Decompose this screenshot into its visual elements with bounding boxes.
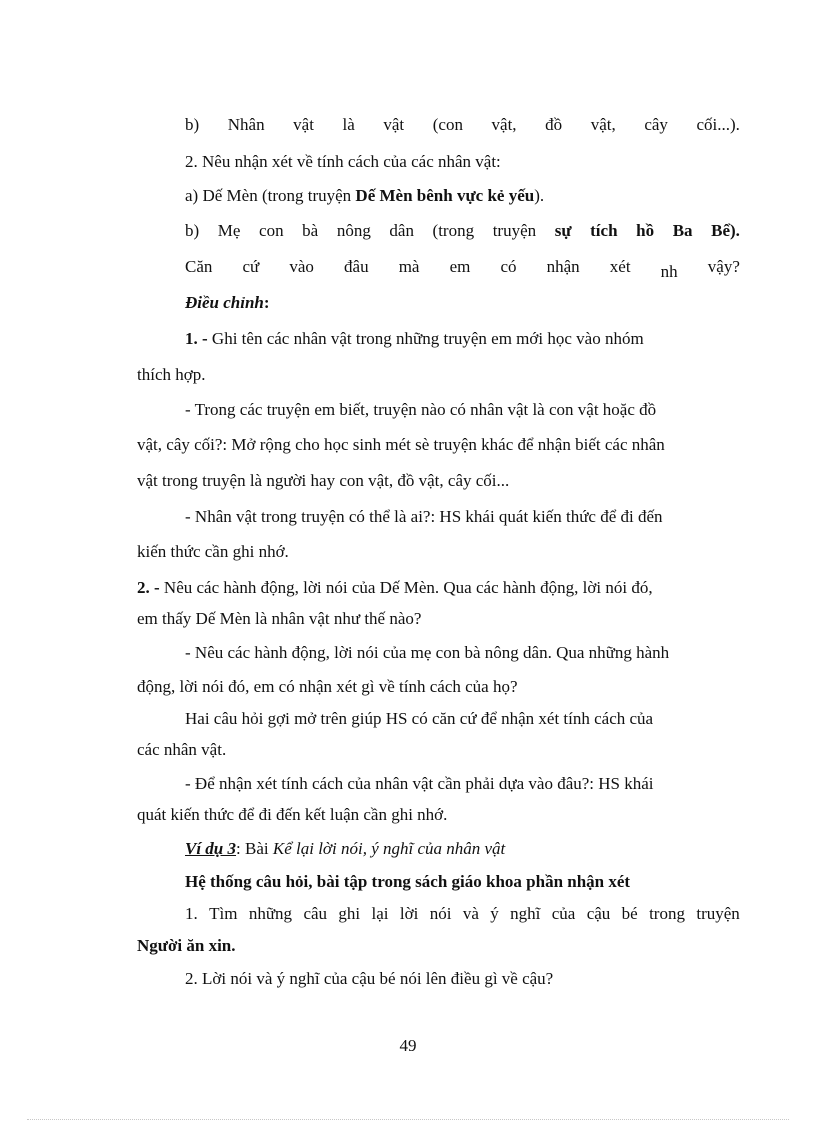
word: đồ: [545, 115, 563, 134]
line-21: quát kiến thức để đi đến kết luận cần ghi nhớ.: [137, 805, 448, 824]
word: (con: [432, 115, 463, 134]
line-24: [185, 903, 740, 925]
line-10: vật, cây cối?: Mở rộng cho học sinh mét sè truyện khác để nhận biết các nhân: [137, 435, 665, 454]
line-1: [185, 114, 740, 136]
word: cứ: [242, 257, 260, 276]
line-8: thích hợp.: [137, 365, 206, 384]
word: câu: [303, 904, 328, 923]
word: vật,: [491, 115, 517, 134]
word: của: [551, 904, 576, 923]
word: con: [259, 221, 284, 240]
story-title: Dế Mèn bênh vực kẻ yếu: [355, 186, 535, 205]
bold-word: Bể).: [711, 221, 740, 240]
text: :: [263, 293, 270, 312]
line-14: [137, 577, 740, 599]
word: những: [248, 904, 293, 923]
word: vật,: [590, 115, 616, 134]
word: b): [185, 115, 200, 134]
word: truyện: [696, 904, 740, 923]
item-number: 2. -: [137, 578, 160, 597]
word: lại: [371, 904, 389, 923]
word: lời: [399, 904, 419, 923]
line-4: [185, 220, 740, 242]
line-26: 2. Lời nói và ý nghĩ của cậu bé nói lên điều gì về cậu?: [185, 969, 554, 988]
text: Nêu các hành động, lời nói của Dế Mèn. Qua các hành động, lời nói đó,: [159, 578, 653, 597]
footer-divider: [27, 1119, 789, 1120]
word: ý: [490, 904, 499, 923]
word: xét: [609, 257, 631, 276]
word: nhận: [546, 257, 580, 276]
word: ghi: [338, 904, 361, 923]
line-22: [185, 838, 740, 860]
item-number: 1. -: [185, 329, 208, 348]
word: vào: [289, 257, 314, 276]
bold-word: hồ: [636, 221, 655, 240]
line-9: - Trong các truyện em biết, truyện nào có nhân vật là con vật hoặc đồ: [185, 400, 657, 419]
text: a) Dế Mèn (trong truyện: [185, 186, 356, 205]
word: dân: [389, 221, 414, 240]
word: truyện: [492, 221, 537, 240]
line-15: em thấy Dế Mèn là nhân vật như thế nào?: [137, 609, 422, 628]
bold-word: tích: [590, 221, 618, 240]
word: mà: [398, 257, 420, 276]
word: trong: [649, 904, 685, 923]
word: (trong: [432, 221, 475, 240]
line-18: Hai câu hỏi gợi mở trên giúp HS có căn cứ để nhận xét tính cách của: [185, 709, 654, 728]
word: 1.: [185, 904, 198, 923]
word: Mẹ: [217, 221, 241, 240]
word: Tìm: [209, 904, 238, 923]
line-17: động, lời nói đó, em có nhận xét gì về tính cách của họ?: [137, 677, 518, 696]
line-20: - Để nhận xét tính cách của nhân vật cần phải dựa vào đâu?: HS khái: [185, 774, 654, 793]
section-label: Điều chỉnh: [185, 293, 264, 312]
word: cậu: [586, 904, 611, 923]
word: bé: [621, 904, 638, 923]
word: vật: [383, 115, 405, 134]
text: ).: [534, 186, 545, 205]
word: Căn: [185, 257, 213, 276]
word: vật: [293, 115, 314, 134]
example-label: Ví dụ 3: [185, 839, 237, 858]
word: bà: [302, 221, 319, 240]
line-13: kiến thức cần ghi nhớ.: [137, 542, 289, 561]
line-11: vật trong truyện là người hay con vật, đồ vật, cây cối...: [137, 471, 510, 490]
word: cây: [644, 115, 668, 134]
line-23-heading: Hệ thống câu hỏi, bài tập trong sách giáo khoa phần nhận xét: [185, 872, 631, 891]
bold-word: sự: [554, 221, 572, 240]
word: em: [449, 257, 471, 276]
word: có: [500, 257, 517, 276]
word: và: [462, 904, 479, 923]
word: vậy?: [707, 257, 740, 276]
word: nh: [660, 262, 678, 281]
line-7: [185, 328, 740, 350]
text: Ghi tên các nhân vật trong những truyện em mới học vào nhóm: [207, 329, 644, 348]
line-6-heading: [185, 292, 740, 314]
text: : Bài: [236, 839, 273, 858]
line-16: - Nêu các hành động, lời nói của mẹ con bà nông dân. Qua những hành: [185, 643, 670, 662]
line-12: - Nhân vật trong truyện có thể là ai?: HS khái quát kiến thức để đi đến: [185, 507, 663, 526]
page-number: 49: [399, 1036, 417, 1055]
word: nghĩ: [510, 904, 541, 923]
word: là: [342, 115, 355, 134]
word: nói: [429, 904, 452, 923]
line-5: [185, 256, 740, 281]
word: Nhân: [227, 115, 265, 134]
word: đâu: [344, 257, 369, 276]
lesson-title: Kể lại lời nói, ý nghĩ của nhân vật: [272, 839, 506, 858]
word: cối...).: [696, 115, 740, 134]
line-3: [185, 185, 740, 207]
line-2: 2. Nêu nhận xét về tính cách của các nhân vật:: [185, 152, 501, 171]
bold-word: Ba: [672, 221, 693, 240]
word: b): [185, 221, 200, 240]
line-25: Người ăn xin.: [137, 936, 236, 955]
word: nông: [336, 221, 371, 240]
line-19: các nhân vật.: [137, 740, 227, 759]
